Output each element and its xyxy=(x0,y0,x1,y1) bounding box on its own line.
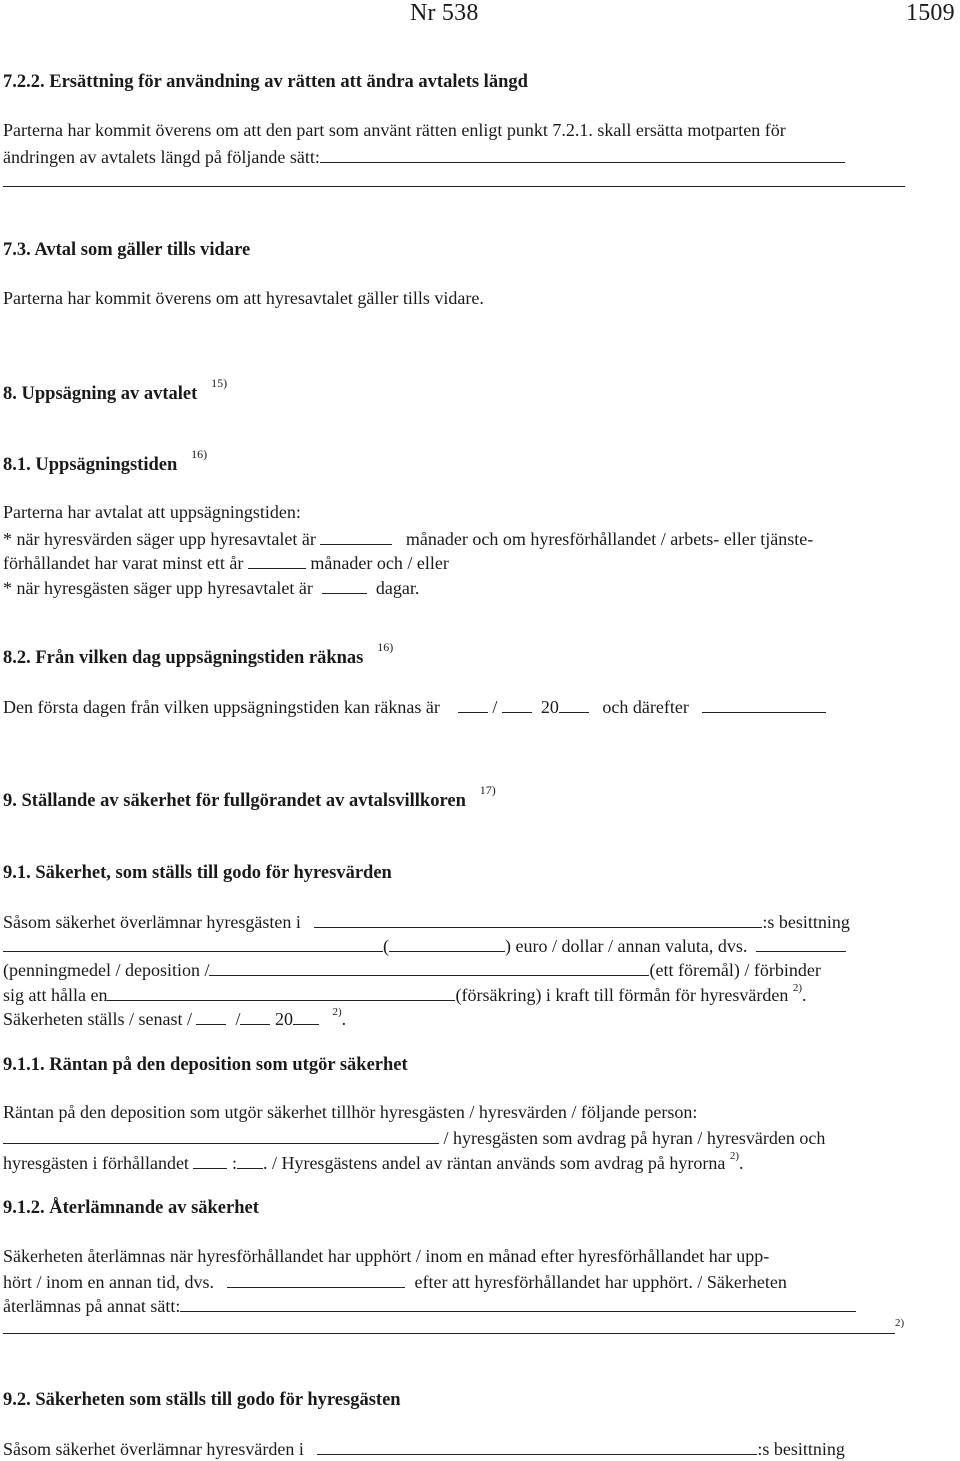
return-time-field[interactable] xyxy=(227,1268,405,1288)
landlord-notice-text: * när hyresvärden säger upp hyresavtalet är xyxy=(3,528,316,549)
start-day-field[interactable] xyxy=(458,693,488,713)
other-way-text: återlämnas på annat sätt: xyxy=(3,1295,181,1316)
section-9-1-line-1 xyxy=(3,908,850,934)
footnote-ref-15: 15) xyxy=(211,376,228,390)
section-9-1-1-line-1: Räntan på den deposition som utgör säkerhet tillhör hyresgästen / hyresvärden / följande person: xyxy=(3,1102,698,1122)
tenant-share-text: . / Hyresgästens andel av räntan används som avdrag på hyrorna xyxy=(262,1152,726,1173)
start-year-field[interactable] xyxy=(559,693,589,713)
section-9-1-1-line-3 xyxy=(3,1149,743,1178)
section-9-1-1-line-2 xyxy=(3,1124,825,1150)
section-7-2-2-line-1: Parterna har kommit överens om att den part som använt rätten enligt punkt 7.2.1. skall ersätta motparten för xyxy=(3,120,786,140)
section-9-heading xyxy=(3,783,496,814)
footnote-ref-2b: 2) xyxy=(332,1005,342,1018)
section-8-1-line-3 xyxy=(3,574,419,600)
section-8-1-intro: Parterna har avtalat att uppsägningstiden: xyxy=(3,502,301,522)
security-amount-field[interactable] xyxy=(3,932,383,952)
section-9-1-line-5 xyxy=(3,1005,346,1034)
period-a: . xyxy=(802,984,807,1005)
tenant-notice-days-field[interactable] xyxy=(322,574,367,594)
landlord-security-holder-field[interactable] xyxy=(317,1435,757,1455)
landlord-notice-months-field[interactable] xyxy=(320,525,392,545)
return-method-field[interactable] xyxy=(180,1292,856,1312)
first-day-text: Den första dagen från vilken uppsägningstiden kan räknas är xyxy=(3,696,440,717)
security-day-field[interactable] xyxy=(196,1005,226,1025)
section-9-heading-text: 9. Ställande av säkerhet för fullgörandet av avtalsvillkoren xyxy=(3,791,466,811)
insurance-field[interactable] xyxy=(107,981,455,1001)
section-9-1-line-2 xyxy=(3,932,846,958)
page-number: 1509 xyxy=(906,0,955,26)
section-9-1-2-line-2 xyxy=(3,1268,787,1294)
ratio-colon: : xyxy=(231,1152,237,1173)
footnote-ref-16: 16) xyxy=(191,447,208,461)
return-method-field-line-2[interactable] xyxy=(3,1333,895,1334)
security-handover-text: Såsom säkerhet överlämnar hyresgästen i xyxy=(3,911,301,932)
footnote-ref-2d: 2) xyxy=(895,1317,905,1329)
section-8-2-heading-text: 8.2. Från vilken dag uppsägningstiden räknas xyxy=(3,648,364,668)
insurance-text: (försäkring) i kraft till förmån för hyresvärden xyxy=(455,984,789,1005)
ratio-left-field[interactable] xyxy=(193,1149,227,1169)
months-and-or-text: månader och / eller xyxy=(310,552,449,573)
section-8-2-heading xyxy=(3,640,394,671)
period-b: . xyxy=(341,1008,347,1029)
section-8-2-line xyxy=(3,693,826,719)
section-7-3-text: Parterna har kommit överens om att hyresavtalet gäller tills vidare. xyxy=(3,288,484,308)
section-9-2-heading: 9.2. Säkerheten som ställs till godo för hyresgästen xyxy=(3,1390,401,1410)
paren-open: ( xyxy=(383,935,389,956)
security-currency-field[interactable] xyxy=(389,932,505,952)
tenant-notice-text: * när hyresgästen säger upp hyresavtalet är xyxy=(3,577,313,598)
section-9-1-heading: 9.1. Säkerhet, som ställs till godo för hyresvärden xyxy=(3,863,392,883)
interest-person-field[interactable] xyxy=(3,1124,439,1144)
security-holder-field[interactable] xyxy=(314,908,762,928)
section-8-1-heading xyxy=(3,447,208,478)
section-8-heading xyxy=(3,376,228,407)
section-9-2-line-1 xyxy=(3,1435,845,1461)
date-slash: / xyxy=(492,696,498,717)
date-slash-2: / xyxy=(235,1008,241,1029)
thereafter-field[interactable] xyxy=(702,693,826,713)
possession-text-2: :s besittning xyxy=(757,1438,845,1459)
section-9-1-2-line-1: Säkerheten återlämnas när hyresförhållandet har upphört / inom en månad efter hyresförhållandet har upp- xyxy=(3,1246,770,1266)
section-8-1-line-1 xyxy=(3,525,813,551)
days-text: dagar. xyxy=(375,577,420,598)
security-date-text: Säkerheten ställs / senast / xyxy=(3,1008,192,1029)
footnote-ref-2a: 2) xyxy=(792,981,803,994)
ratio-right-field[interactable] xyxy=(237,1149,263,1169)
year-prefix: 20 xyxy=(540,696,559,717)
extended-notice-months-field[interactable] xyxy=(248,549,306,569)
security-month-field[interactable] xyxy=(240,1005,270,1025)
section-9-1-2-heading: 9.1.2. Återlämnande av säkerhet xyxy=(3,1198,259,1218)
currency-text: ) euro / dollar / annan valuta, dvs. xyxy=(505,935,748,956)
section-9-1-2-line-3 xyxy=(3,1292,856,1318)
security-year-field[interactable] xyxy=(293,1005,319,1025)
compensation-field-line-2[interactable] xyxy=(3,186,905,187)
interest-deduction-text: / hyresgästen som avdrag på hyran / hyresvärden och xyxy=(443,1127,826,1148)
section-7-2-2-heading: 7.2.2. Ersättning för användning av rätten att ändra avtalets längd xyxy=(3,72,528,92)
start-month-field[interactable] xyxy=(502,693,532,713)
footnote-ref-2c: 2) xyxy=(729,1149,739,1162)
year-prefix-2: 20 xyxy=(274,1008,293,1029)
section-7-2-2-line-2 xyxy=(3,143,845,169)
footnote-ref-17: 17) xyxy=(479,783,496,797)
document-number: Nr 538 xyxy=(410,0,479,26)
section-7-3-heading: 7.3. Avtal som gäller tills vidare xyxy=(3,240,251,260)
insurance-intro-text: sig att hålla en xyxy=(3,984,108,1005)
landlord-security-text: Såsom säkerhet överlämnar hyresvärden i xyxy=(3,1438,304,1459)
object-commit-text: (ett föremål) / förbinder xyxy=(649,959,821,980)
section-8-heading-text: 8. Uppsägning av avtalet xyxy=(3,384,198,404)
compensation-field[interactable] xyxy=(320,143,845,163)
section-9-1-line-3 xyxy=(3,956,821,982)
after-ended-text: efter att hyresförhållandet har upphört. / Säkerheten xyxy=(414,1271,787,1292)
section-9-1-1-heading: 9.1.1. Räntan på den deposition som utgör säkerhet xyxy=(3,1055,408,1075)
possession-text: :s besittning xyxy=(762,911,850,932)
security-currency-specify-field[interactable] xyxy=(756,932,846,952)
months-relationship-text: månader och om hyresförhållandet / arbets- eller tjänste- xyxy=(405,528,814,549)
security-object-field[interactable] xyxy=(209,956,649,976)
deposit-text: (penningmedel / deposition / xyxy=(3,959,210,980)
other-time-text: hört / inom en annan tid, dvs. xyxy=(3,1271,214,1292)
section-8-1-line-2 xyxy=(3,549,449,575)
ratio-text: hyresgästen i förhållandet xyxy=(3,1152,189,1173)
section-7-2-2-line-2-text: ändringen av avtalets längd på följande sätt: xyxy=(3,146,320,167)
period-c: . xyxy=(738,1152,744,1173)
section-8-1-heading-text: 8.1. Uppsägningstiden xyxy=(3,455,178,475)
thereafter-text: och därefter xyxy=(602,696,689,717)
duration-text: förhållandet har varat minst ett år xyxy=(3,552,244,573)
footnote-ref-16b: 16) xyxy=(377,640,394,654)
